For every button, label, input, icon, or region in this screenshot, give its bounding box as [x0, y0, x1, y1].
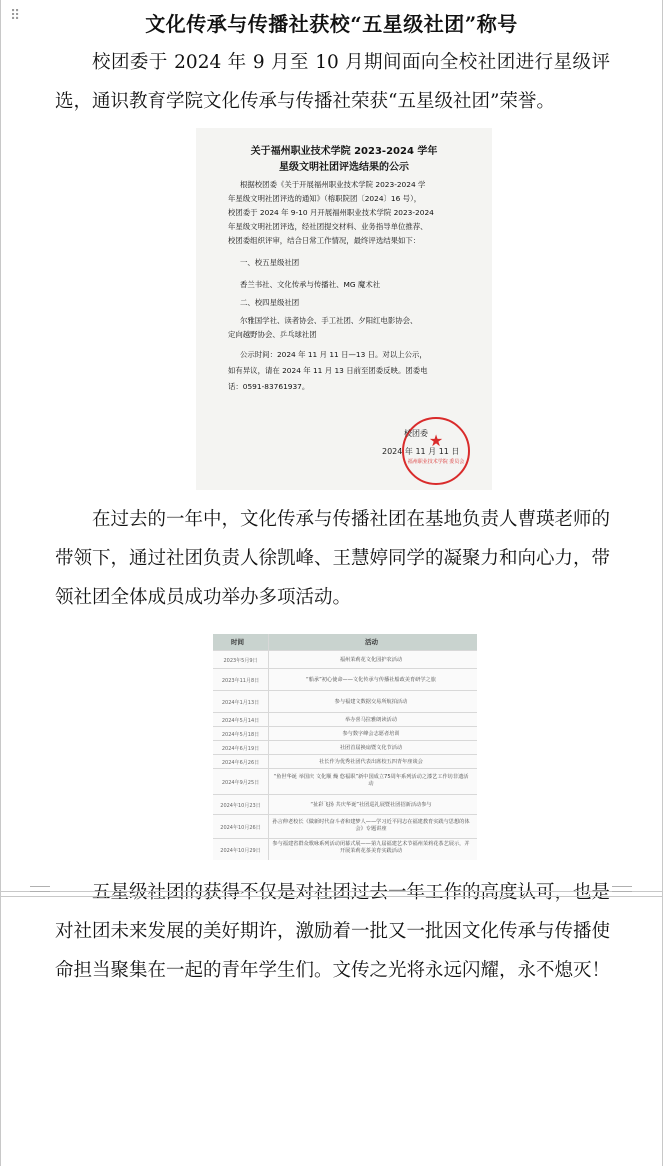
page-break-marker-icon [30, 886, 50, 892]
notice-line: 二、校四星级社团 [240, 298, 300, 307]
table-row: 2024年10月23日 “扯彩飞扬 共庆华诞”社团巡礼展暨社团招新活动参与 [213, 794, 477, 815]
page-frame-left [0, 0, 1, 1166]
table-row: 2024年6月26日 社长作为优秀社团代表出席校五四青年座谈会 [213, 754, 477, 769]
table-row: 2023年11月8日 “船承”初心使命——文化传承与传播社船政美育研学之旅 [213, 668, 477, 691]
notice-line: 年星级文明社团评选的通知》（榕职院团〔2024〕16 号）， [228, 194, 422, 203]
notice-title-line1: 关于福州职业技术学院 2023-2024 学年 [250, 146, 438, 157]
table-row: 2024年5月14日 举办喜马拉雅朗读活动 [213, 712, 477, 727]
notice-line: 年星级文明社团评选，经社团提交材料、业务指导单位推荐、 [228, 222, 428, 231]
page-break-line [0, 896, 663, 897]
notice-line: 公示时间：2024 年 11 月 11 日—13 日。对以上公示， [240, 350, 427, 359]
table-row: 2024年1月13日 参与福建文数据交易所航拍活动 [213, 690, 477, 713]
notice-date: 2024 年 11 月 11 日 [382, 447, 460, 456]
notice-line: 尔雅国学社、读者协会、手工社团、夕阳红电影协会、 [240, 316, 418, 325]
paragraph-closing-part1: 五星级社团的获得不仅是对社团过去一年工作的高度认可，也是 [92, 882, 611, 903]
page-break-marker-icon [612, 886, 632, 892]
official-seal-icon: ★ 福州职业技术学院 委员会 [402, 417, 470, 485]
notice-line: 如有异议，请在 2024 年 11 月 13 日前至团委反映。团委电 [228, 366, 428, 375]
notice-line: 香兰书社、文化传承与传播社、MG 魔术社 [240, 280, 381, 289]
notice-line: 根据校团委《关于开展福州职业技术学院 2023-2024 学 [240, 180, 426, 189]
paragraph-activities: 在过去的一年中，文化传承与传播社团在基地负责人曹瑛老师的带领下，通过社团负责人徐凯峰、王慧婷同学的凝聚力和向心力，带领社团全体成员成功举办多项活动。 [55, 509, 611, 608]
notice-line: 定向越野协会、乒乓球社团 [228, 330, 317, 339]
table-row: 2024年10月26日 孙言伸老校长《做新时代奋斗者和建梦人——学习近平同志在福建教育实践与思想的体会》专题讲座 [213, 814, 477, 839]
table-row: 2024年10月29日 参与福建省群众歌咏系列活动闭幕式展——第九届福建艺术节福州茉莉花茶艺展示，并开展茉莉花茶美育实践活动 [213, 838, 477, 861]
col-header-activity: 活动 [365, 638, 378, 646]
notice-image [196, 128, 492, 490]
notice-signer: 校团委 [404, 429, 428, 438]
drag-handle-icon[interactable]: ⠿ [10, 8, 21, 24]
table-row: 2024年6月19日 社团首届换扇暨文化节活动 [213, 740, 477, 755]
table-row: 2023年5月9日 福州茉莉花文化园护农活动 [213, 650, 477, 669]
notice-line: 校团委组织评审，结合日常工作情况，最终评选结果如下： [228, 236, 421, 245]
notice-line: 一、校五星级社团 [240, 258, 300, 267]
article-title: 文化传承与传播社获校“五星级社团”称号 [145, 12, 518, 36]
notice-line: 话：0591-83761937。 [228, 382, 310, 391]
col-header-time: 时间 [231, 638, 244, 646]
notice-title-line2: 星级文明社团评选结果的公示 [279, 162, 409, 173]
seal-label: 福州职业技术学院 委员会 [407, 459, 465, 465]
table-row: 2024年9月25日 “鱼世华诞 举国庆 文化顺 燥 悠福职”新中国成立75周年系列活动之漆艺工作坊非遗活动 [213, 768, 477, 795]
paragraph-closing-part2: 对社团未来发展的美好期许，激励着一批又一批因文化传承与传播使命担当聚集在一起的青年学生们。文传之光将永远闪耀，永不熄灭！ [55, 921, 611, 981]
paragraph-intro: 校团委于 2024 年 9 月至 10 月期间面向全校社团进行星级评选，通识教育学院文化传承与传播社荣获“五星级社团”荣誉。 [55, 52, 610, 112]
notice-line: 校团委于 2024 年 9-10 月开展福州职业技术学院 2023-2024 [228, 208, 434, 217]
page-break-line [0, 891, 663, 892]
table-row: 2024年5月18日 参与数字峰会志愿者培训 [213, 726, 477, 741]
activity-table [213, 634, 477, 860]
table-header [213, 634, 477, 650]
